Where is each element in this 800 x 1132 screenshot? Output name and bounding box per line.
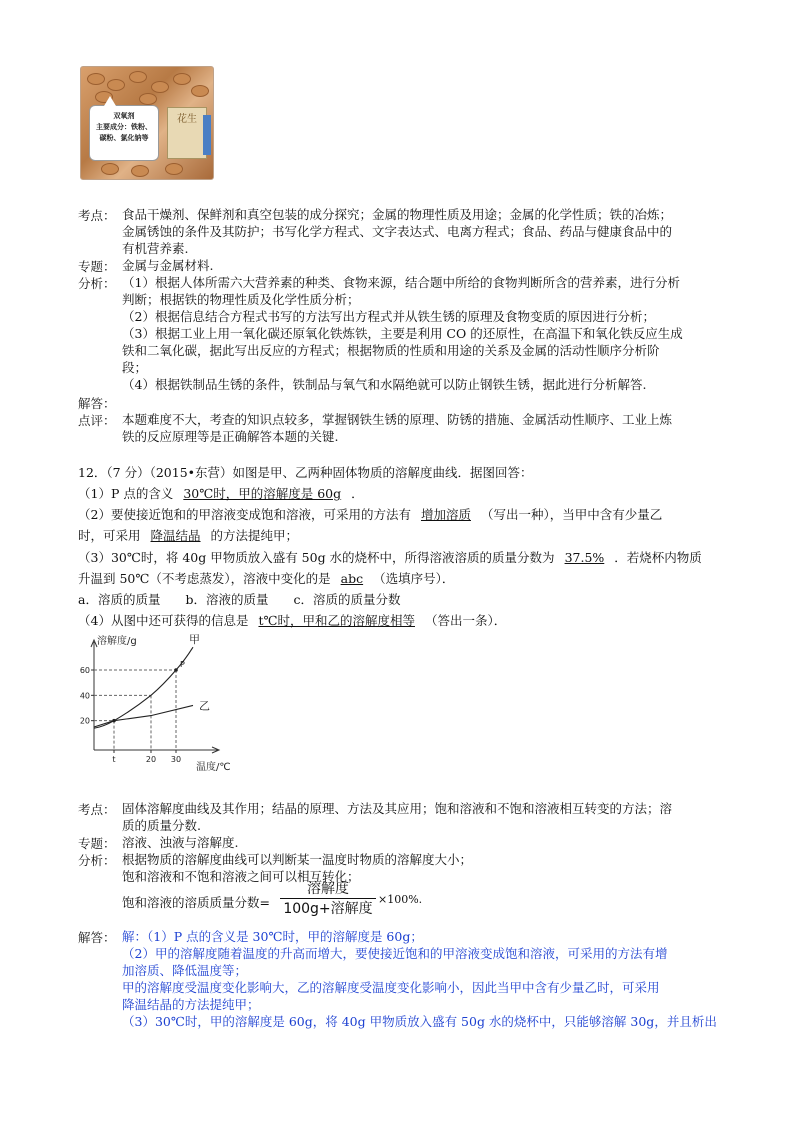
question-options: a．溶质的质量 b．溶液的质量 c．溶质的质量分数 xyxy=(78,592,401,607)
formula-suffix: ×100%. xyxy=(378,893,423,906)
kaodian-line: 食品干燥剂、保鲜剂和真空包装的成分探究；金属的物理性质及用途；金属的化学性质；铁的冶炼； xyxy=(122,207,673,222)
card-line: 主要成分：铁粉、 xyxy=(96,122,152,131)
package-stripe xyxy=(203,115,211,155)
fenxi-line: 饱和溶液和不饱和溶液之间可以相互转化； xyxy=(122,869,360,884)
fenxi-line: （2）根据信息结合方程式书写的方法写出方程式并从铁生锈的原理及食物变质的原因进行分析； xyxy=(122,309,655,324)
x-tick-label: 20 xyxy=(145,755,157,764)
intersection-point xyxy=(112,719,116,723)
product-image xyxy=(80,66,214,180)
series-label: 甲 xyxy=(189,633,200,647)
jieda-label: 解答： xyxy=(78,396,116,411)
y-tick-label: 20 xyxy=(79,716,90,726)
answer-blank: 降温结晶 xyxy=(150,528,201,543)
dianping-line: 铁的反应原理等是正确解答本题的关键. xyxy=(122,429,339,444)
prompt-text: 升温到 50℃（不考虑蒸发），溶液中变化的是 xyxy=(78,571,331,586)
chart-guides xyxy=(94,670,176,750)
fenxi-line: （1）根据人体所需六大营养素的种类、食物来源，结合题中所给的食物判断所含的营养素，进行分析 xyxy=(122,275,680,290)
y-axis-label: 溶解度/g xyxy=(97,636,137,647)
formula-denominator: 100g+溶解度 xyxy=(283,901,373,917)
kaodian-line: 质的质量分数. xyxy=(122,818,201,833)
jieda-line: （3）30℃时，甲的溶解度是 60g，将 40g 甲物质放入盛有 50g 水的烧杯中，只能够溶解 30g，并且析出 xyxy=(122,1014,717,1029)
chart-axes xyxy=(91,640,219,753)
answer-blank: 37.5% xyxy=(564,550,605,565)
chart-labels xyxy=(80,633,231,773)
prompt-text: （1）P 点的含义 xyxy=(78,486,174,501)
package-tag: 花生 xyxy=(167,107,207,159)
jieda-line: （2）甲的溶解度随着温度的升高而增大，要使接近饱和的甲溶液变成饱和溶液，可采用的方法有增 xyxy=(122,946,668,961)
zhuanti-label: 专题： xyxy=(78,836,116,851)
prompt-text: ．若烧杯内物质 xyxy=(614,550,702,565)
zhuanti-text: 金属与金属材料. xyxy=(122,258,214,273)
prompt-text: （选填序号）． xyxy=(373,571,455,586)
question-part-2b xyxy=(78,527,298,544)
dianping-label: 点评： xyxy=(78,413,116,428)
question-part-3b xyxy=(78,570,454,587)
jieda-line: 甲的溶解度受温度变化影响大，乙的溶解度受温度变化影响小，因此当甲中含有少量乙时，可采用 xyxy=(122,980,660,995)
question-part-4 xyxy=(78,612,506,629)
x-tick-label: 30 xyxy=(170,755,182,764)
zhuanti-text: 溶液、浊液与溶解度. xyxy=(122,835,239,850)
point-p xyxy=(174,668,178,672)
answer-blank: abc xyxy=(340,571,364,586)
series-label: 乙 xyxy=(199,699,210,713)
prompt-text: 的方法提纯甲； xyxy=(210,528,299,543)
jieda-line: 降温结晶的方法提纯甲； xyxy=(122,997,260,1012)
prompt-text: （答出一条）． xyxy=(424,613,507,628)
prompt-text: ． xyxy=(351,486,364,501)
question-header: 12．（7 分）（2015•东营）如图是甲、乙两种固体物质的溶解度曲线．据图回答： xyxy=(78,465,533,480)
x-axis-label: 温度/℃ xyxy=(196,762,231,773)
answer-blank: 增加溶质 xyxy=(420,507,471,522)
kaodian-line: 金属锈蚀的条件及其防护；书写化学方程式、文字表达式、电离方程式；食品、药品与健康食品中的 xyxy=(122,224,673,239)
question-part-3 xyxy=(78,549,702,566)
point-p-label: P xyxy=(180,660,185,669)
question-part-1 xyxy=(78,485,364,502)
jieda-line: 加溶质、降低温度等； xyxy=(122,963,248,978)
fenxi-label: 分析： xyxy=(78,276,116,291)
kaodian-line: 有机营养素. xyxy=(122,241,189,256)
solubility-chart xyxy=(78,632,268,780)
formula-prefix: 饱和溶液的溶质质量分数= xyxy=(122,895,270,910)
jieda-label: 解答： xyxy=(78,930,116,945)
fenxi-line: 根据物质的溶解度曲线可以判断某一温度时物质的溶解度大小； xyxy=(122,852,473,867)
question-part-2 xyxy=(78,506,662,523)
kaodian-label: 考点： xyxy=(78,802,116,817)
jieda-line: 解：（1）P 点的含义是 30℃时，甲的溶解度是 60g； xyxy=(122,929,423,944)
fenxi-line: （4）根据铁制品生锈的条件，铁制品与氧气和水隔绝就可以防止钢铁生锈，据此进行分析解答. xyxy=(122,377,647,392)
y-tick-label: 60 xyxy=(79,666,90,675)
dianping-line: 本题难度不大，考查的知识点较多，掌握钢铁生锈的原理、防锈的措施、金属活动性顺序、工业上炼 xyxy=(122,412,673,427)
x-tick-label: t xyxy=(112,755,116,764)
chart-series xyxy=(94,647,193,728)
zhuanti-label: 专题： xyxy=(78,259,116,274)
fenxi-line: （3）根据工业上用一氧化碳还原氧化铁炼铁，主要是利用 CO 的还原性，在高温下和氧化铁反应生成 xyxy=(122,326,683,341)
fenxi-line: 判断；根据铁的物理性质及化学性质分析； xyxy=(122,292,360,307)
desiccant-label-card xyxy=(89,105,159,161)
fenxi-line: 铁和二氧化碳，据此写出反应的方程式；根据物质的性质和用途的关系及金属的活动性顺序分析阶 xyxy=(122,343,660,358)
card-line: 双氧剂 xyxy=(113,111,135,120)
fenxi-line: 段； xyxy=(122,360,148,375)
answer-blank: t℃时，甲和乙的溶解度相等 xyxy=(258,613,415,628)
prompt-text: （2）要使接近饱和的甲溶液变成饱和溶液，可采用的方法有 xyxy=(78,507,411,522)
kaodian-label: 考点： xyxy=(78,208,116,223)
card-line: 碳粉、氯化钠等 xyxy=(99,133,149,142)
fenxi-label: 分析： xyxy=(78,853,116,868)
answer-blank: 30℃时，甲的溶解度是 60g xyxy=(183,486,342,501)
prompt-text: 时，可采用 xyxy=(78,528,141,543)
prompt-text: （写出一种），当甲中含有少量乙 xyxy=(480,507,663,522)
kaodian-line: 固体溶解度曲线及其作用；结晶的原理、方法及其应用；饱和溶液和不饱和溶液相互转变的方法；溶 xyxy=(122,801,673,816)
formula-numerator: 溶解度 xyxy=(280,880,376,899)
y-tick-label: 40 xyxy=(79,691,90,701)
prompt-text: （3）30℃时，将 40g 甲物质放入盛有 50g 水的烧杯中，所得溶液溶质的质量分数为 xyxy=(78,550,555,565)
prompt-text: （4）从图中还可获得的信息是 xyxy=(78,613,249,628)
